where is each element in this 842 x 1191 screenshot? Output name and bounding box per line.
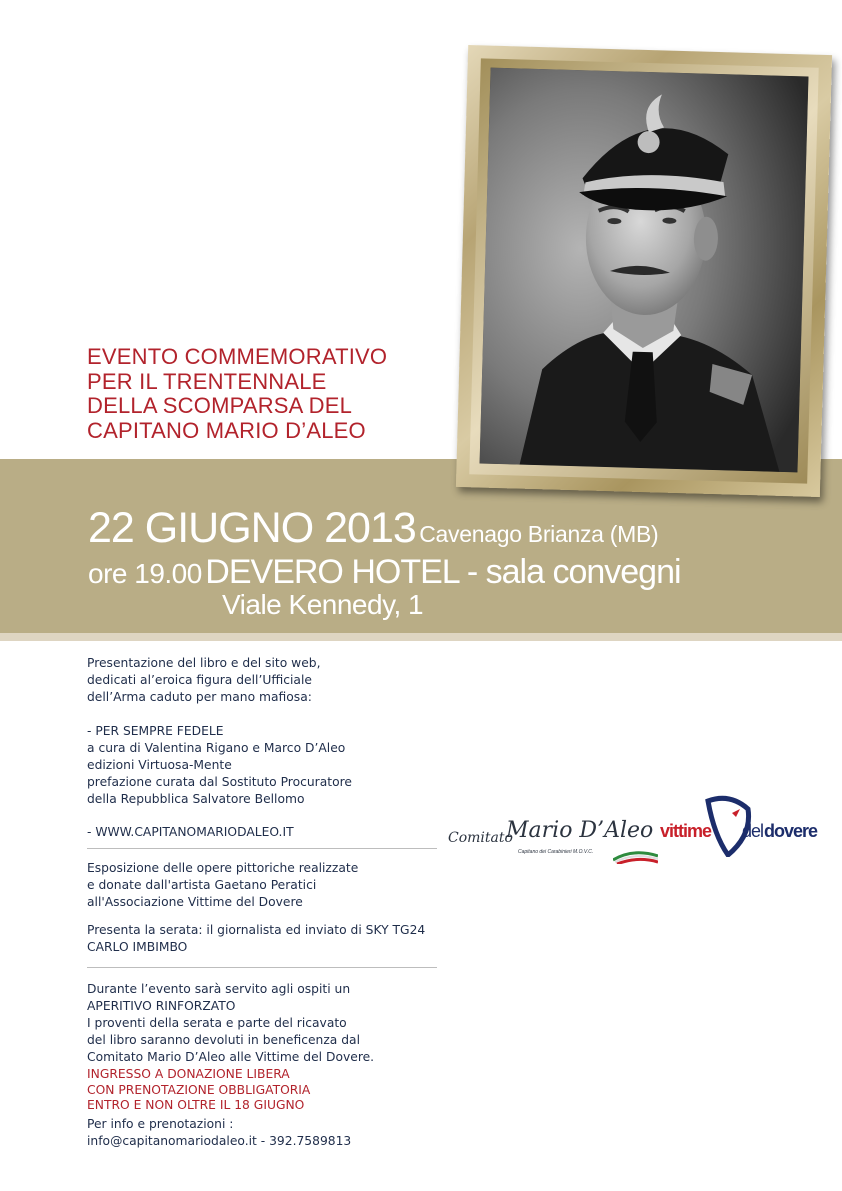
text-line: - PER SEMPRE FEDELE (87, 724, 224, 738)
portrait-frame (456, 45, 832, 497)
event-date-line (88, 504, 658, 553)
host-text (87, 922, 467, 956)
contact-text (87, 1116, 467, 1150)
portrait-photo (480, 68, 809, 473)
event-address: Viale Kennedy, 1 (222, 589, 424, 620)
logo-word-del: del (742, 821, 764, 841)
website-link[interactable]: - WWW.CAPITANOMARIODALEO.IT (87, 825, 294, 839)
italian-flag-swoosh-icon (613, 846, 658, 864)
title-line: DELLA SCOMPARSA DEL (87, 393, 353, 418)
text-line: all'Associazione Vittime del Dovere (87, 895, 303, 909)
comitato-logo (448, 816, 658, 866)
event-venue: DEVERO HOTEL (205, 553, 459, 591)
event-place: Cavenago Brianza (MB) (419, 521, 659, 547)
divider (87, 848, 437, 849)
proceeds-text (87, 1015, 467, 1066)
text-line: del libro saranno devoluti in beneficenza dal (87, 1033, 361, 1047)
title-line: EVENTO COMMEMORATIVO (87, 344, 388, 369)
text-line: Per info e prenotazioni : (87, 1117, 234, 1131)
text-line: CON PRENOTAZIONE OBBLIGATORIA (87, 1082, 311, 1097)
title-line: CAPITANO MARIO D’ALEO (87, 417, 366, 443)
text-line: edizioni Virtuosa-Mente (87, 758, 232, 772)
text-line: INGRESSO A DONAZIONE LIBERA (87, 1067, 290, 1081)
contact-info[interactable]: info@capitanomariodaleo.it - 392.7589813 (87, 1134, 352, 1148)
text-line: e donate dall'artista Gaetano Peratici (87, 878, 317, 892)
aperitivo-text (87, 981, 467, 1015)
text-line: a cura di Valentina Rigano e Marco D’Aleo (87, 741, 346, 755)
text-line: della Repubblica Salvatore Bellomo (87, 792, 305, 806)
admission-text (87, 1067, 467, 1114)
logo-word-dovere: dovere (764, 821, 818, 841)
logo-subtitle: Capitano dei Carabinieri M.O.V.C. (518, 849, 594, 855)
text-line: Presentazione del libro e del sito web, (87, 656, 321, 670)
text-line: dell’Arma caduto per mano mafiosa: (87, 690, 312, 704)
band-divider (0, 633, 842, 641)
vittime-del-dovere-logo (660, 795, 818, 857)
text-line: Esposizione delle opere pittoriche realizzate (87, 861, 359, 875)
text-line: Comitato Mario D’Aleo alle Vittime del Dovere. (87, 1050, 375, 1064)
text-line: APERITIVO RINFORZATO (87, 999, 236, 1013)
event-venue-line (88, 553, 681, 592)
event-title (87, 345, 467, 443)
officer-portrait-image (480, 68, 809, 473)
logo-name: Mario D’Aleo (506, 818, 654, 843)
text-line: I proventi della serata e parte del ricavato (87, 1016, 347, 1030)
exhibition-text (87, 860, 467, 911)
presentation-text (87, 655, 467, 706)
divider (87, 967, 437, 968)
event-room: - sala convegni (458, 553, 681, 591)
text-line: ENTRO E NON OLTRE IL 18 GIUGNO (87, 1098, 305, 1112)
event-date: 22 GIUGNO 2013 (88, 504, 416, 552)
text-line: dedicati al’eroica figura dell’Ufficiale (87, 673, 312, 687)
title-line: PER IL TRENTENNALE (87, 368, 327, 394)
logo-word-vittime: vittime (660, 821, 712, 841)
text-line: CARLO IMBIMBO (87, 940, 188, 954)
book-info (87, 723, 467, 808)
event-time: ore 19.00 (88, 558, 202, 589)
text-line: Durante l’evento sarà servito agli ospiti un (87, 982, 351, 996)
logo-prefix: Comitato (448, 830, 513, 846)
text-line: Presenta la serata: il giornalista ed inviato di SKY TG24 (87, 923, 426, 937)
text-line: prefazione curata dal Sostituto Procuratore (87, 775, 352, 789)
